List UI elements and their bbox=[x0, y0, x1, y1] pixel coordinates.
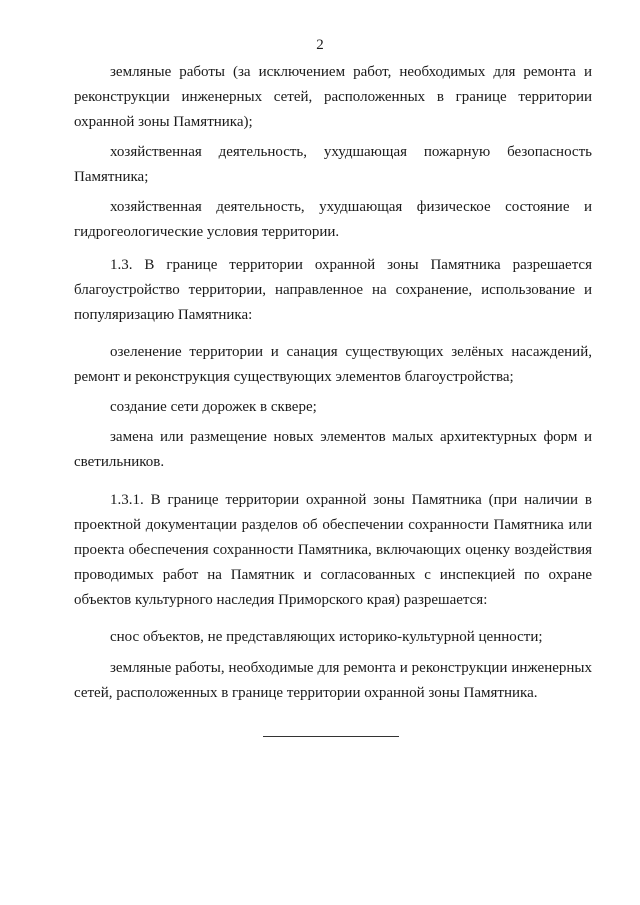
paragraph-section-1-3-1: 1.3.1. В границе территории охранной зоны Памятника (при наличии в проектной документации разделов об обеспечении сохранности Памятника или проекта обеспечения сохранности Памятника, включающих оценку воздействия проводимых работ на Памятник и согласованных с инспекцией по охране объектов культурного наследия Приморского края) разрешается: bbox=[74, 492, 592, 608]
paragraph-demolition: снос объектов, не представляющих историко-культурной ценности; bbox=[110, 629, 543, 645]
paragraph-greening: озеленение территории и санация существующих зелёных насаждений, ремонт и реконструкция существующих элементов благоустройства; bbox=[74, 344, 592, 385]
closing-rule bbox=[263, 736, 399, 737]
page-number: 2 bbox=[316, 37, 324, 53]
paragraph-section-1-3: 1.3. В границе территории охранной зоны Памятника разрешается благоустройство территории, направленное на сохранение, использование и популяризацию Памятника: bbox=[74, 257, 592, 323]
paragraph-earthworks-restriction: земляные работы (за исключением работ, необходимых для ремонта и реконструкции инженерных сетей, расположенных в границе территории охранной зоны Памятника); bbox=[74, 64, 592, 130]
paragraph-paths: создание сети дорожек в сквере; bbox=[110, 399, 317, 415]
paragraph-fire-safety-restriction: хозяйственная деятельность, ухудшающая пожарную безопасность Памятника; bbox=[74, 144, 592, 185]
document-body bbox=[74, 60, 592, 706]
paragraph-earthworks-allowed: земляные работы, необходимые для ремонта и реконструкции инженерных сетей, расположенных в границе территории охранной зоны Памятника. bbox=[74, 660, 592, 701]
paragraph-small-forms: замена или размещение новых элементов малых архитектурных форм и светильников. bbox=[74, 429, 592, 470]
paragraph-physical-state-restriction: хозяйственная деятельность, ухудшающая физическое состояние и гидрогеологические условия территории. bbox=[74, 199, 592, 240]
